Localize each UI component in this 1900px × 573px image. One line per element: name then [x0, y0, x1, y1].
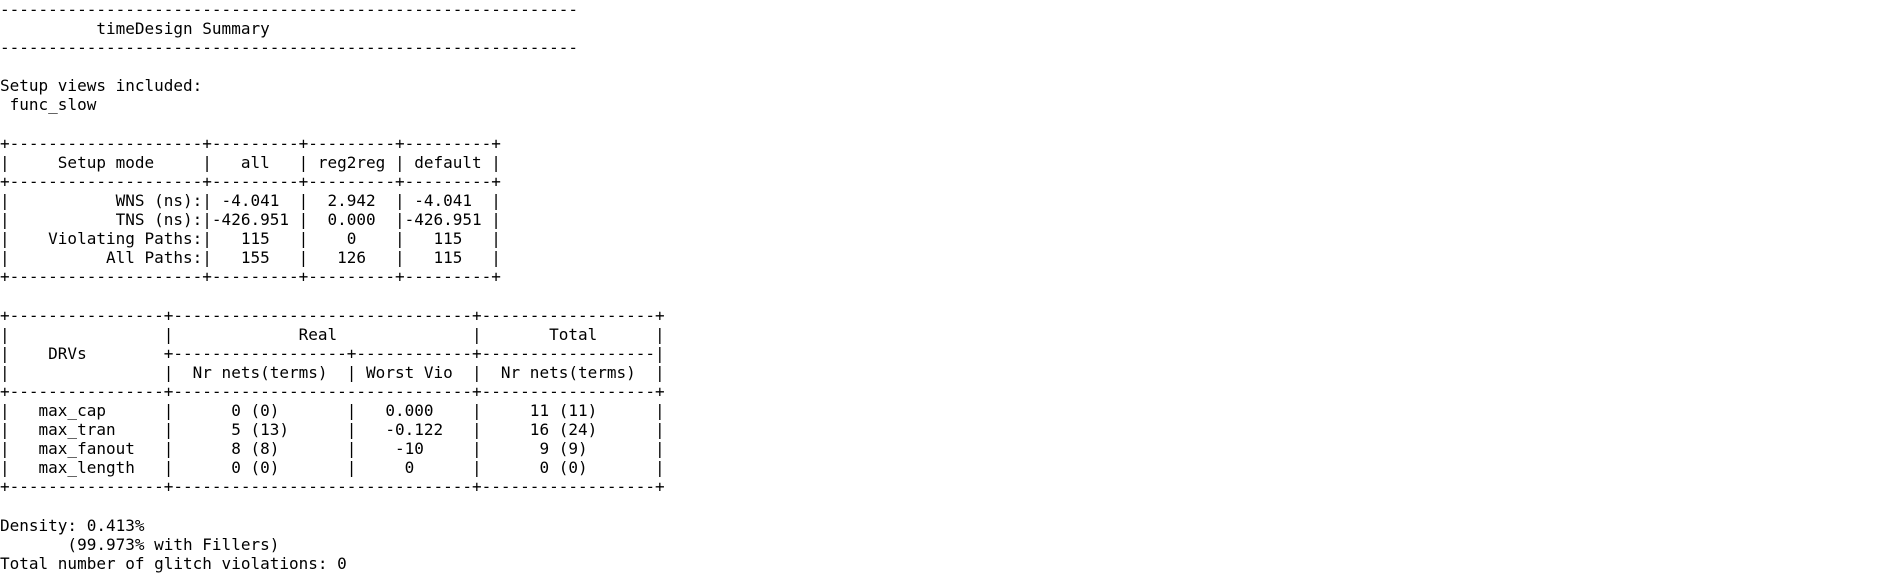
setup-views-label: Setup views included:	[0, 76, 203, 96]
setup-table-row-wns: | WNS (ns):| -4.041 | 2.942 | -4.041 |	[0, 190, 501, 210]
rule-top: ------------------------------------------------------------	[0, 0, 578, 19]
drv-table-border: +----------------+-------------------------------+------------------+	[0, 381, 665, 401]
drv-table-header-3: | | Nr nets(terms) | Worst Vio | Nr nets(terms) |	[0, 362, 665, 382]
drv-table-row-max-fanout: | max_fanout | 8 (8) | -10 | 9 (9) |	[0, 439, 665, 459]
drv-table-row-max-tran: | max_tran | 5 (13) | -0.122 | 16 (24) |	[0, 420, 665, 440]
blank-line	[0, 57, 1900, 76]
report-title-line	[0, 19, 1900, 38]
blank-line	[0, 286, 1900, 305]
report-title: timeDesign Summary	[96, 19, 270, 39]
setup-table-border: +--------------------+---------+---------+---------+	[0, 133, 501, 153]
drv-table-border: +----------------+-------------------------------+------------------+	[0, 477, 665, 497]
setup-table-header: | Setup mode | all | reg2reg | default |	[0, 152, 501, 172]
drv-table-row-max-cap: | max_cap | 0 (0) | 0.000 | 11 (11) |	[0, 400, 665, 420]
drv-table-border: +----------------+-------------------------------+------------------+	[0, 305, 665, 325]
rule-bottom: ------------------------------------------------------------	[0, 38, 578, 58]
setup-view-line	[0, 95, 1900, 114]
density-line: Density: 0.413%	[0, 515, 145, 535]
drv-table-header-1: | | Real | Total |	[0, 324, 665, 344]
setup-table-border: +--------------------+---------+---------+---------+	[0, 267, 501, 287]
blank-line	[0, 496, 1900, 515]
glitch-violations-line: Total number of glitch violations: 0	[0, 553, 347, 573]
drv-table-header-2: | DRVs +------------------+------------+------------------|	[0, 343, 665, 363]
setup-table-row-violating-paths: | Violating Paths:| 115 | 0 | 115 |	[0, 229, 501, 249]
setup-table-row-all-paths: | All Paths:| 155 | 126 | 115 |	[0, 248, 501, 268]
setup-table-border: +--------------------+---------+---------+---------+	[0, 171, 501, 191]
setup-view-name: func_slow	[9, 95, 97, 115]
setup-table-row-tns: | TNS (ns):|-426.951 | 0.000 |-426.951 |	[0, 210, 501, 230]
drv-table-row-max-length: | max_length | 0 (0) | 0 | 0 (0) |	[0, 458, 665, 478]
fillers-line: (99.973% with Fillers)	[0, 534, 280, 554]
blank-line	[0, 115, 1900, 134]
